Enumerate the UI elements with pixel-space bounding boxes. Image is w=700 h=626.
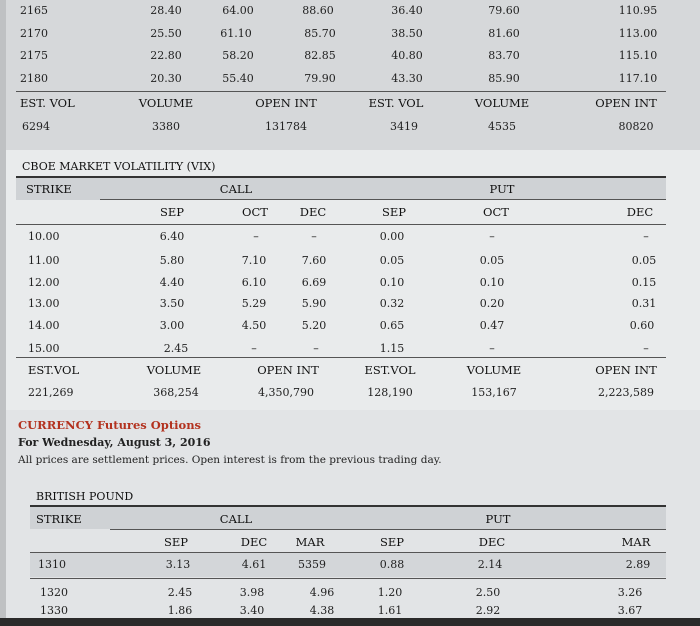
strike-cell: 2180 [20,72,48,85]
table-cell: 83.70 [488,49,520,62]
month-header: MAR [295,535,325,549]
table-cell: 0.65 [379,319,405,332]
summary-label: VOLUME [466,363,522,377]
table-cell: 6.40 [159,230,185,243]
table-cell: 61.10 [220,27,252,40]
strike-cell: 11.00 [28,254,60,267]
month-header: DEC [626,205,654,219]
month-header: DEC [240,535,268,549]
month-header: OCT [242,205,268,219]
table-cell: 36.40 [391,4,423,17]
table-cell: 0.60 [629,319,655,332]
table-cell: 0.15 [631,276,657,289]
summary-value: 221,269 [28,386,74,399]
table-cell: 79.60 [488,4,520,17]
strike-cell: 1320 [40,586,68,599]
strike-header: STRIKE [26,182,72,196]
summary-label: VOLUME [138,96,194,110]
summary-label: VOLUME [146,363,202,377]
table-cell: 117.10 [618,72,658,85]
table-cell: 0.05 [479,254,505,267]
table-cell: 2.45 [167,586,193,599]
table-cell: – [489,342,495,355]
month-header: SEP [381,205,407,219]
table-row [0,319,700,339]
table-row [0,586,700,606]
table-cell: 20.30 [150,72,182,85]
summary-label: OPEN INT [595,363,657,377]
summary-label-row [0,96,700,116]
currency-title: CURRENCY Futures Options [18,418,202,432]
table-cell: 0.47 [479,319,505,332]
table-cell: 0.31 [631,297,657,310]
vix-month-header [0,205,700,225]
table-cell: 64.00 [222,4,254,17]
strike-cell: 14.00 [28,319,60,332]
month-header: SEP [163,535,189,549]
table-cell: 4.38 [309,604,335,617]
strike-cell: 2165 [20,4,48,17]
table-cell: 3.00 [159,319,185,332]
strike-cell: 10.00 [28,230,60,243]
strike-cell: 2175 [20,49,48,62]
table-cell: 5.29 [241,297,267,310]
strike-cell: 12.00 [28,276,60,289]
put-header: PUT [485,512,511,526]
summary-label: EST. VOL [20,96,75,110]
gbp-title: BRITISH POUND [36,490,134,503]
table-cell: 5.80 [159,254,185,267]
table-row [0,49,700,69]
table-cell: 3.98 [239,586,265,599]
strike-cell: 13.00 [28,297,60,310]
table-cell: – [643,230,649,243]
table-cell: 1.20 [377,586,403,599]
summary-value: 2,223,589 [598,386,654,399]
currency-date: For Wednesday, August 3, 2016 [18,436,211,449]
table-cell: 1.15 [379,342,405,355]
summary-value: 153,167 [471,386,517,399]
month-header: OCT [483,205,509,219]
table-cell: 81.60 [488,27,520,40]
put-header: PUT [489,182,515,196]
table-cell: 22.80 [150,49,182,62]
table-row [0,230,700,250]
table-row [0,254,700,274]
table-cell: 0.10 [479,276,505,289]
table-cell: 4.50 [241,319,267,332]
table-cell: 3.13 [165,558,191,571]
table-cell: 7.10 [241,254,267,267]
table-cell: 3.50 [159,297,185,310]
table-cell: 2.89 [625,558,651,571]
currency-note: All prices are settlement prices. Open interest is from the previous trading day. [18,454,442,466]
table-cell: 5359 [298,558,326,571]
table-cell: 43.30 [391,72,423,85]
table-cell: 25.50 [150,27,182,40]
summary-label: OPEN INT [595,96,657,110]
summary-label: OPEN INT [255,96,317,110]
table-cell: 3.26 [617,586,643,599]
summary-label: EST. VOL [368,96,424,110]
table-cell: 58.20 [222,49,254,62]
table-row [0,276,700,296]
table-cell: 6.69 [301,276,327,289]
table-cell: 0.88 [379,558,405,571]
table-cell: 0.10 [379,276,405,289]
table-cell: 5.90 [301,297,327,310]
summary-value: 3380 [152,120,180,133]
table-cell: 40.80 [391,49,423,62]
divider [30,578,666,579]
summary-value: 3419 [390,120,418,133]
strike-header: STRIKE [36,512,82,526]
table-cell: 0.20 [479,297,505,310]
table-row [0,558,700,578]
summary-value: 128,190 [367,386,413,399]
table-row [0,297,700,317]
table-cell: 1.86 [167,604,193,617]
divider [16,91,666,92]
table-cell: 28.40 [150,4,182,17]
summary-label-row [0,363,700,383]
table-row [0,342,700,362]
table-row [0,4,700,24]
photo-edge-shadow [0,618,700,626]
table-cell: 110.95 [618,4,658,17]
table-cell: – [489,230,495,243]
divider [16,357,666,358]
divider [110,529,666,530]
table-cell: 1.61 [377,604,403,617]
month-header: SEP [379,535,405,549]
vix-title: CBOE MARKET VOLATILITY (VIX) [22,160,216,173]
table-cell: – [311,230,317,243]
month-header: DEC [478,535,506,549]
table-cell: 38.50 [391,27,423,40]
table-cell: 113.00 [618,27,658,40]
table-cell: 115.10 [618,49,658,62]
summary-value: 4,350,790 [258,386,314,399]
table-cell: – [253,230,259,243]
table-cell: 0.32 [379,297,405,310]
table-cell: 2.45 [163,342,189,355]
table-cell: 2.92 [475,604,501,617]
table-cell: 7.60 [301,254,327,267]
table-cell: 6.10 [241,276,267,289]
table-cell: 85.90 [488,72,520,85]
summary-value-row [0,386,700,406]
summary-label: EST.VOL [364,363,416,377]
month-header: MAR [621,535,651,549]
summary-label: EST.VOL [28,363,80,377]
table-cell: 82.85 [304,49,336,62]
strike-cell: 1330 [40,604,68,617]
table-cell: 4.40 [159,276,185,289]
table-cell: 0.05 [631,254,657,267]
summary-value: 368,254 [153,386,199,399]
table-cell: 0.05 [379,254,405,267]
summary-value-row [0,120,700,140]
summary-label: OPEN INT [257,363,319,377]
table-cell: 55.40 [222,72,254,85]
table-row [0,27,700,47]
strike-cell: 15.00 [28,342,60,355]
summary-value: 80820 [618,120,654,133]
month-header: DEC [299,205,327,219]
summary-value: 6294 [22,120,50,133]
table-cell: 4.96 [309,586,335,599]
table-cell: 5.20 [301,319,327,332]
table-cell: 2.14 [477,558,503,571]
table-cell: 88.60 [302,4,334,17]
call-header: CALL [219,512,253,526]
divider [100,199,666,200]
summary-label: VOLUME [474,96,530,110]
table-cell: 4.61 [241,558,267,571]
table-cell: 3.67 [617,604,643,617]
table-cell: 3.40 [239,604,265,617]
divider [16,224,666,225]
table-cell: 0.00 [379,230,405,243]
table-cell: – [251,342,257,355]
table-row [0,72,700,92]
month-header: SEP [159,205,185,219]
table-cell: 79.90 [304,72,336,85]
table-cell: – [313,342,319,355]
strike-cell: 2170 [20,27,48,40]
summary-value: 4535 [488,120,516,133]
table-cell: 85.70 [304,27,336,40]
table-cell: – [643,342,649,355]
summary-value: 131784 [265,120,307,133]
table-cell: 2.50 [475,586,501,599]
call-header: CALL [219,182,253,196]
strike-cell: 1310 [38,558,66,571]
